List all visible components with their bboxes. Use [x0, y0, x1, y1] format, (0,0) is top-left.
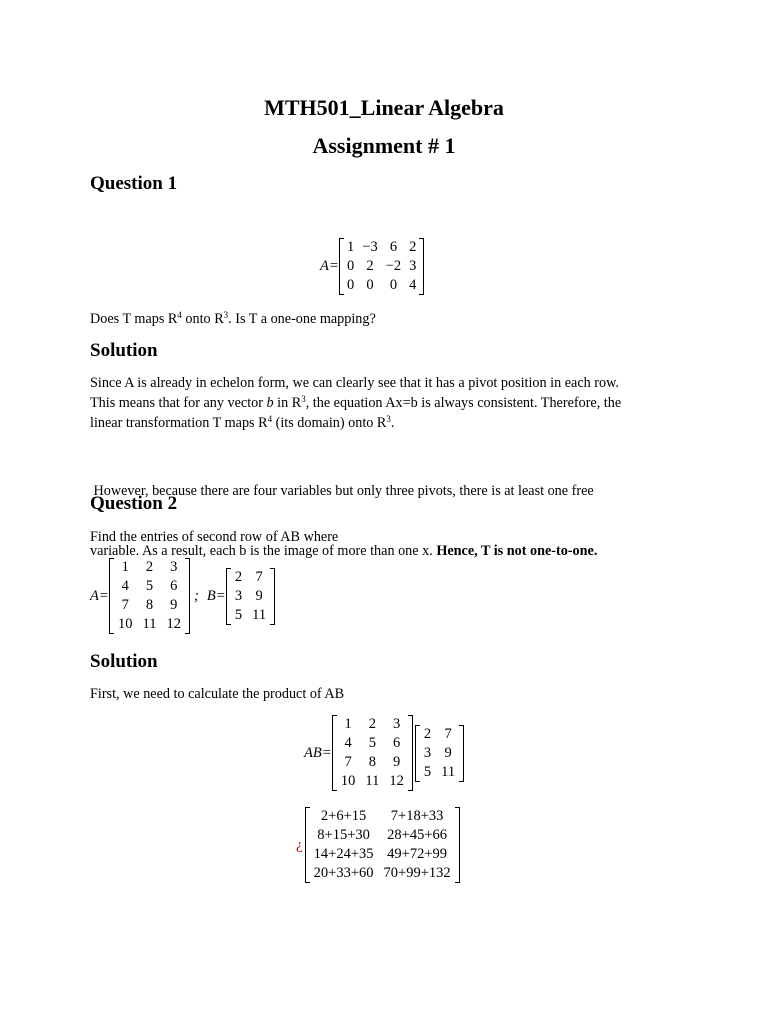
text-run: This means that for any vector	[90, 395, 267, 411]
matrix-cell: 8+15+30	[317, 827, 370, 843]
matrix-row	[230, 606, 271, 625]
matrix-cell: 12	[166, 616, 182, 632]
matrix-cell: 10	[340, 773, 356, 789]
superscript: 3	[301, 394, 306, 404]
superscript: 3	[223, 310, 229, 320]
matrix-cell: 2	[366, 258, 374, 274]
matrix-cell: 7	[255, 568, 263, 585]
matrix-cell: 3	[234, 587, 243, 604]
matrix-cell: 20+33+60	[313, 865, 374, 881]
matrix-row	[419, 744, 460, 763]
matrix-cell: 4	[344, 735, 352, 751]
matrix-cell: 2	[234, 568, 243, 585]
text-run: .	[390, 415, 395, 431]
matrix-cell: 11	[441, 763, 456, 780]
matrix-row	[343, 257, 420, 276]
solution-2-intro: First, we need to calculate the product of AB	[90, 686, 345, 702]
text-run: in R	[273, 395, 302, 411]
matrix-cell: 1	[347, 239, 355, 255]
text-run: onto R	[181, 311, 224, 327]
equals-sign: =	[322, 744, 331, 761]
matrix-cell: 9	[444, 744, 452, 761]
solution-1-heading: Solution	[90, 340, 158, 361]
matrix-label: A	[320, 258, 329, 274]
matrices-a-b-definition	[90, 558, 275, 634]
matrix-cell: 5	[234, 606, 243, 623]
course-title: MTH501_Linear Algebra	[264, 95, 504, 120]
matrix-row	[336, 772, 409, 791]
matrix-cell: 6	[170, 578, 178, 594]
matrix-cell: 7	[444, 725, 452, 742]
matrix-cell: 2	[423, 725, 432, 742]
solution-2-heading: Solution	[90, 651, 158, 672]
matrix-cell: 6	[393, 735, 401, 751]
matrix-cell: 3	[409, 258, 417, 274]
matrix-cell: 7	[344, 754, 352, 770]
matrix-row	[309, 864, 456, 883]
matrix-cell: 5	[368, 735, 377, 751]
superscript: 3	[386, 414, 391, 424]
matrix-cell: 1	[344, 716, 352, 732]
matrix-cell: 3	[423, 744, 432, 761]
matrix-row	[336, 753, 409, 772]
product-label: AB	[304, 744, 322, 761]
text-run: linear transformation T maps R	[90, 415, 268, 431]
matrix-cell: 70+99+132	[383, 865, 451, 881]
matrix-cell: 10	[118, 616, 133, 632]
matrix-b	[415, 725, 464, 782]
matrix-cell: 0	[366, 277, 374, 293]
equals-sign: =	[329, 258, 339, 274]
matrix-row	[309, 807, 456, 826]
matrix-cell: 7	[121, 597, 129, 613]
matrix-row	[336, 715, 409, 734]
assignment-title: Assignment # 1	[312, 133, 456, 158]
matrix-cell: 8	[368, 754, 377, 770]
text-line	[90, 413, 670, 433]
text-run: . Is T a one-one mapping?	[228, 311, 376, 327]
equals-sign: =	[216, 587, 225, 604]
text-line	[90, 393, 670, 413]
matrix-cell: 6	[389, 239, 398, 255]
matrix-cell: 12	[389, 773, 404, 789]
garbled-symbol: ¿	[296, 836, 303, 853]
matrix-cell: 49+72+99	[387, 846, 448, 862]
matrix-a-equation	[320, 238, 424, 295]
matrix-row	[113, 558, 186, 577]
matrix-cell: 9	[170, 597, 178, 613]
expanded-product	[296, 807, 460, 883]
matrix-cell: 5	[145, 578, 154, 594]
product-ab-equation	[304, 715, 464, 791]
matrix-cell: 4	[409, 277, 417, 293]
matrix-cell: 11	[142, 616, 157, 632]
text-run: , the equation Ax=b is always consistent. Therefore, the	[305, 395, 622, 411]
matrix-row	[113, 615, 186, 634]
text-line: However, because there are four variables but only three pivots, there is at least one free	[90, 483, 594, 499]
expanded-matrix	[305, 807, 460, 883]
matrix-cell: 9	[255, 587, 263, 604]
matrix-a	[339, 238, 424, 295]
question-2-heading: Question 2	[90, 493, 178, 514]
matrix-label: A	[90, 587, 99, 604]
matrix-cell: 7+18+33	[390, 808, 444, 824]
matrix-row	[309, 845, 456, 864]
matrix-a	[332, 715, 413, 791]
matrix-row	[309, 826, 456, 845]
matrix-cell: 2+6+15	[320, 808, 367, 824]
solution-1-paragraph-1	[90, 373, 670, 433]
matrix-cell: 11	[365, 773, 380, 789]
matrix-cell: 8	[145, 597, 154, 613]
matrix-cell: 1	[121, 559, 129, 575]
question-1-prompt	[90, 309, 670, 329]
matrix-row	[343, 276, 420, 295]
matrix-cell: 0	[389, 277, 398, 293]
matrix-cell: 5	[423, 763, 432, 780]
matrix-row	[113, 577, 186, 596]
matrix-row	[230, 587, 271, 606]
separator: ;	[194, 587, 199, 604]
matrix-cell: 11	[252, 606, 267, 623]
matrix-cell: 14+24+35	[313, 846, 374, 862]
superscript: 4	[177, 310, 182, 320]
matrix-cell: −2	[385, 258, 402, 274]
text-run: Does T maps R	[90, 311, 178, 327]
matrix-row	[343, 238, 420, 257]
matrix-row	[113, 596, 186, 615]
matrix-cell: 2	[368, 716, 377, 732]
italic-variable: b	[266, 395, 274, 411]
matrix-cell: 3	[170, 559, 178, 575]
matrix-cell: 2	[409, 239, 417, 255]
matrix-cell: −3	[362, 239, 378, 255]
matrix-row	[230, 568, 271, 587]
question-2-prompt: Find the entries of second row of AB where	[90, 529, 339, 545]
matrix-row	[419, 763, 460, 782]
matrix-cell: 3	[393, 716, 401, 732]
matrix-cell: 2	[145, 559, 154, 575]
equals-sign: =	[99, 587, 109, 604]
text-run: (its domain) onto R	[272, 415, 387, 431]
text-line: Since A is already in echelon form, we can clearly see that it has a pivot position in each row.	[90, 375, 619, 391]
matrix-cell: 0	[347, 277, 355, 293]
superscript: 4	[267, 414, 273, 424]
matrix-a	[109, 558, 190, 634]
matrix-row	[419, 725, 460, 744]
matrix-cell: 9	[393, 754, 401, 770]
matrix-row	[336, 734, 409, 753]
matrix-label: B	[206, 587, 216, 604]
question-1-heading: Question 1	[90, 173, 178, 194]
text-run: variable. As a result, each b is the image of more than one x.	[90, 543, 437, 559]
matrix-b	[226, 568, 275, 625]
matrix-cell: 28+45+66	[387, 827, 448, 843]
matrix-cell: 4	[121, 578, 129, 594]
bold-conclusion: Hence, T is not one-to-one.	[436, 543, 598, 559]
matrix-cell: 0	[347, 258, 355, 274]
